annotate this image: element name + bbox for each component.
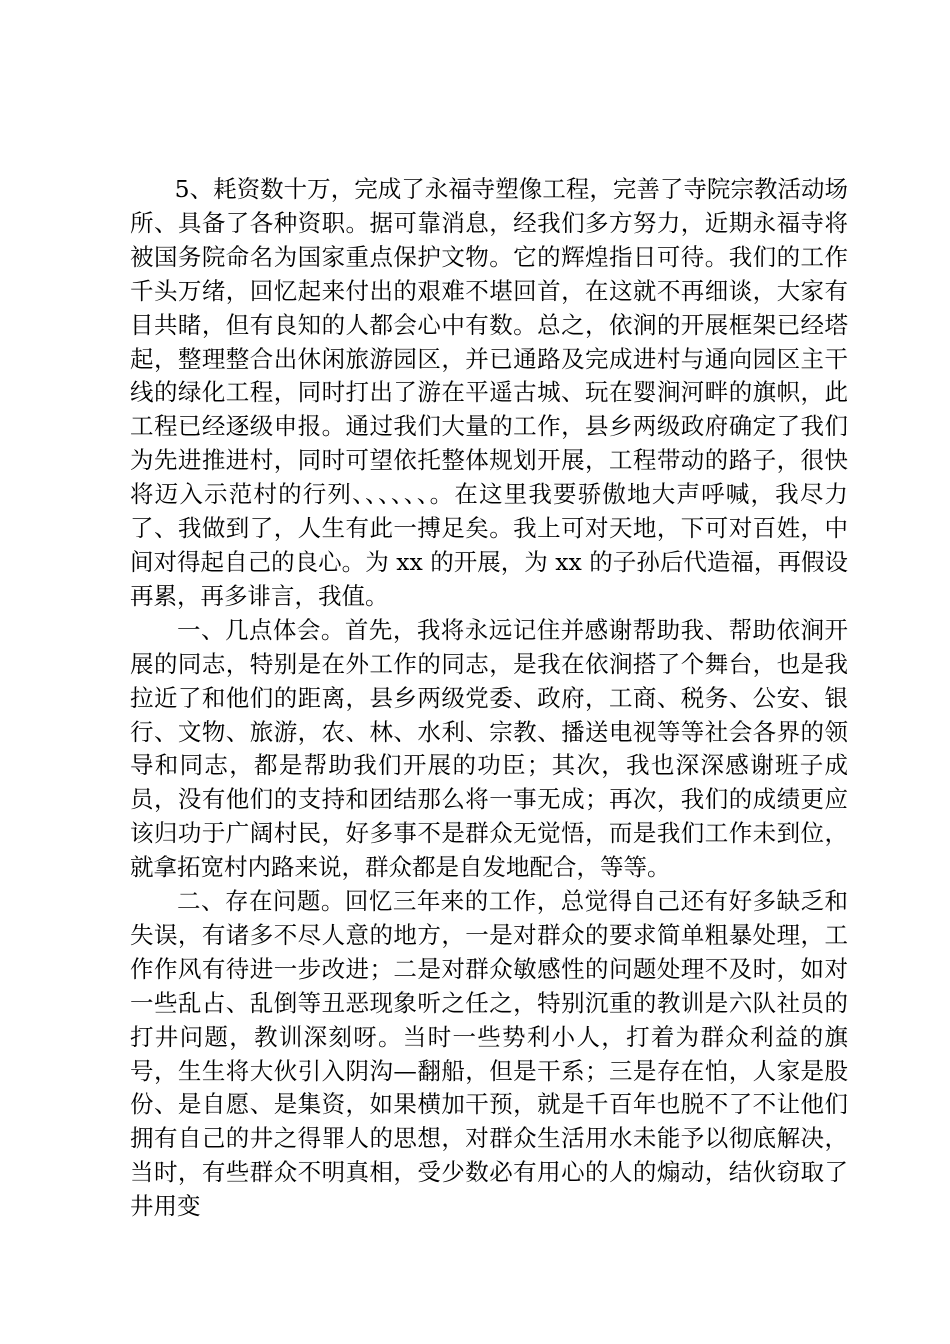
- paragraph-problems: 二、存在问题。回忆三年来的工作，总觉得自己还有好多缺乏和失误，有诸多不尽人意的地方，一是对群众的要求简单粗暴处理，工作作风有待进一步改进；二是对群众敏感性的问题处理不及时，如对一些乱占、乱倒等丑恶现象听之任之，特别沉重的教训是六队社员的打井问题，教训深刻呀。当时一些势利小人，打着为群众利益的旗号，生生将大伙引入阴沟—翻船，但是干系；三是存在怕，人家是股份、是自愿、是集资，如果横加干预，就是千百年也脱不了不让他们拥有自己的井之得罪人的思想，对群众生活用水未能予以彻底解决，当时，有些群众不明真相，受少数必有用心的人的煽动，结伙窃取了井用变: [130, 887, 848, 1221]
- document-body: [130, 173, 848, 1224]
- paragraph-achievements: 5、耗资数十万，完成了永福寺塑像工程，完善了寺院宗教活动场所、具备了各种资职。据可靠消息，经我们多方努力，近期永福寺将被国务院命名为国家重点保护文物。它的辉煌指日可待。我们的工作千头万绪，回忆起来付出的艰难不堪回首，在这就不再细谈，大家有目共睹，但有良知的人都会心中有数。总之，依涧的开展框架已经塔起，整理整合出休闲旅游园区，并已通路及完成进村与通向园区主干线的绿化工程，同时打出了游在平遥古城、玩在婴涧河畔的旗帜，此工程已经逐级申报。通过我们大量的工作，县乡两级政府确定了我们为先进推进村，同时可望依托整体规划开展，工程带动的路子，很快将迈入示范村的行列、、、、、、。在这里我要骄傲地大声呼喊，我尽力了、我做到了，人生有此一搏足矣。我上可对天地，下可对百姓，中间对得起自己的良心。为 xx 的开展，为 xx 的子孙后代造福，再假设再累，再多诽言，我值。: [130, 175, 848, 610]
- paragraph-experiences: 一、几点体会。首先，我将永远记住并感谢帮助我、帮助依涧开展的同志，特别是在外工作的同志，是我在依涧搭了个舞台，也是我拉近了和他们的距离，县乡两级党委、政府，工商、税务、公安、银行、文物、旅游，农、林、水利、宗教、播送电视等等社会各界的领导和同志，都是帮助我们开展的功臣；其次，我也深深感谢班子成员，没有他们的支持和团结那么将一事无成；再次，我们的成绩更应该归功于广阔村民，好多事不是群众无觉悟，而是我们工作未到位，就拿拓宽村内路来说，群众都是自发地配合，等等。: [130, 615, 848, 882]
